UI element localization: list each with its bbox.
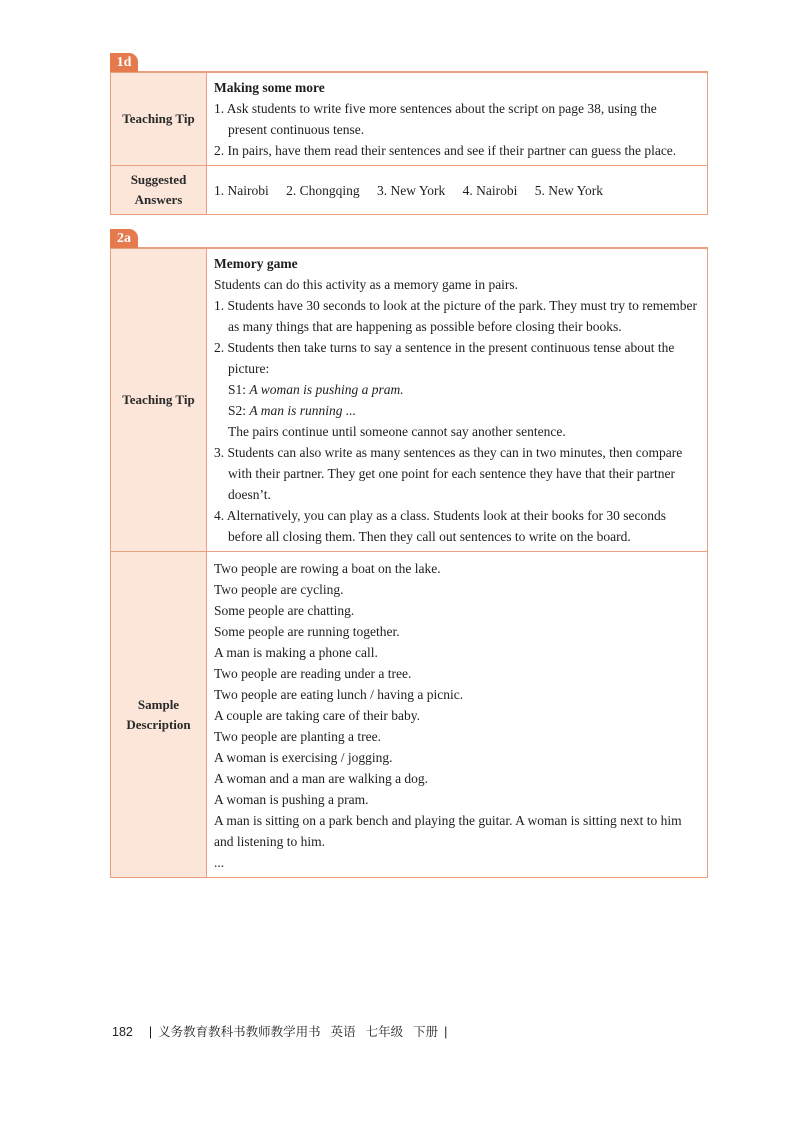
teaching-tip-content: [207, 73, 708, 166]
pairs-note: The pairs continue until someone cannot say another sentence.: [228, 424, 566, 439]
answer: 3. New York: [377, 182, 446, 198]
teaching-tip-label: Teaching Tip: [111, 73, 207, 166]
footer-divider: |: [444, 1025, 448, 1039]
section-1d: [110, 53, 708, 215]
tip-title: Memory game: [214, 256, 298, 271]
description-line: A woman is pushing a pram.: [214, 792, 369, 807]
section-tab-label: 1d: [110, 53, 138, 72]
suggested-answers-row: [111, 166, 708, 215]
answer: 2. Chongqing: [286, 182, 360, 198]
example-s2: S2: A man is running ...: [228, 403, 357, 418]
description-line: Two people are reading under a tree.: [214, 666, 412, 681]
tip-title: Making some more: [214, 80, 325, 95]
tip-item: 1. Ask students to write five more sentences about the script on page 38, using the present continuous tense.: [214, 101, 657, 137]
description-line: A couple are taking care of their baby.: [214, 708, 421, 723]
description-line: Two people are planting a tree.: [214, 729, 381, 744]
answer: 5. New York: [534, 182, 604, 198]
section-2a: [110, 229, 708, 878]
tip-item: 2. Students then take turns to say a sentence in the present continuous tense about the picture:: [214, 340, 675, 376]
description-line: Two people are eating lunch / having a picnic.: [214, 687, 464, 702]
page-number: 182: [112, 1025, 133, 1039]
description-line: Some people are chatting.: [214, 603, 355, 618]
tip-item: 4. Alternatively, you can play as a class. Students look at their books for 30 seconds before all closing them. Then they call out sentences to write on the board.: [214, 508, 667, 544]
grade: 七年级: [365, 1025, 404, 1039]
description-line: A man is sitting on a park bench and playing the guitar. A woman is sitting next to him and listening to him.: [214, 813, 682, 849]
answer: 4. Nairobi: [462, 182, 518, 198]
tip-item: 3. Students can also write as many sentences as they can in two minutes, then compare with their partner. They get one point for each sentence they have that their partner doesn’t.: [214, 445, 683, 502]
section-table: [110, 248, 708, 878]
teaching-tip-content: [207, 249, 708, 552]
description-line: A woman is exercising / jogging.: [214, 750, 393, 765]
description-line: Two people are cycling.: [214, 582, 344, 597]
suggested-answers-label: Suggested Answers: [111, 166, 207, 215]
teaching-tip-row: [111, 73, 708, 166]
description-line: Some people are running together.: [214, 624, 400, 639]
sample-description-label: Sample Description: [111, 552, 207, 878]
tip-intro: Students can do this activity as a memory game in pairs.: [214, 277, 519, 292]
subject: 英语: [330, 1025, 356, 1039]
description-line: ...: [214, 855, 225, 870]
book-title: 义务教育教科书教师教学用书: [158, 1025, 321, 1039]
section-tab-label: 2a: [110, 229, 138, 248]
teaching-tip-row: [111, 249, 708, 552]
volume: 下册: [413, 1025, 439, 1039]
sample-description-content: [207, 552, 708, 878]
page-footer: [112, 1022, 453, 1040]
example-s1: S1: A woman is pushing a pram.: [228, 382, 404, 397]
tip-item: 1. Students have 30 seconds to look at the picture of the park. They must try to remember as many things that are happening as possible before closing their books.: [214, 298, 698, 334]
section-tab: [110, 229, 708, 248]
sample-description-row: [111, 552, 708, 878]
answer: 1. Nairobi: [214, 182, 269, 198]
tip-item: 2. In pairs, have them read their sentences and see if their partner can guess the place.: [214, 143, 677, 158]
suggested-answers-content: [207, 166, 708, 215]
section-tab: [110, 53, 708, 72]
description-line: A woman and a man are walking a dog.: [214, 771, 429, 786]
section-table: [110, 72, 708, 215]
footer-divider: |: [148, 1025, 153, 1039]
description-line: Two people are rowing a boat on the lake.: [214, 561, 441, 576]
description-line: A man is making a phone call.: [214, 645, 378, 660]
teaching-tip-label: Teaching Tip: [111, 249, 207, 552]
